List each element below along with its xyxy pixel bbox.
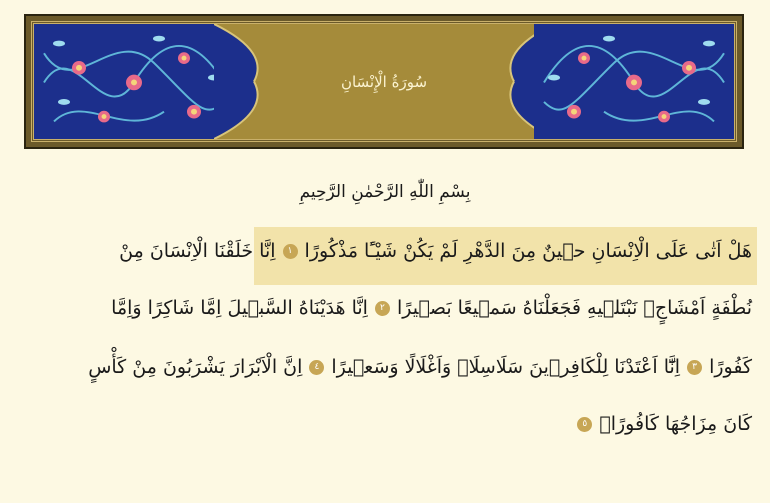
right-illumination-panel — [534, 24, 734, 139]
verse-number-marker[interactable]: ٤ — [309, 360, 324, 375]
floral-ornament-icon — [534, 24, 734, 139]
surah-title: سُورَةُ الْإِنْسَانِ — [340, 72, 428, 91]
verse-text[interactable]: اِنَّا خَلَقْنَا الْاِنْسَانَ مِنْ — [119, 240, 276, 262]
verse-line — [18, 297, 752, 319]
verse-text[interactable]: كَانَ مِزَاجُهَا كَافُورًاۚ — [599, 413, 752, 435]
surah-header-ornament — [24, 14, 744, 149]
header-frame — [31, 21, 737, 142]
verse-text[interactable]: هَلْ اَتٰى عَلَى الْاِنْسَانِ ح۪ينٌ مِنَ الدَّهْرِ لَمْ يَكُنْ شَيْـًٔا مَذْكُورًا — [304, 240, 752, 262]
verse-line — [18, 413, 752, 435]
verse-text[interactable]: اِنَّا هَدَيْنَاهُ السَّب۪يلَ اِمَّا شَاكِرًا وَاِمَّا — [111, 297, 368, 319]
basmala: بِسْمِ اللّٰهِ الرَّحْمٰنِ الرَّحِيمِ — [299, 182, 471, 202]
verse-number-marker[interactable]: ٢ — [375, 301, 390, 316]
verse-number-marker[interactable]: ٣ — [687, 360, 702, 375]
verse-number-marker[interactable]: ١ — [283, 244, 298, 259]
verse-text[interactable]: نُطْفَةٍ اَمْشَاجٍۗ نَبْتَل۪يهِ فَجَعَلْنَاهُ سَم۪يعًا بَص۪يرًا — [396, 297, 752, 319]
verse-number-marker[interactable]: ٥ — [577, 417, 592, 432]
verse-line — [18, 356, 752, 378]
floral-ornament-icon — [34, 24, 234, 139]
left-illumination-panel — [34, 24, 234, 139]
verse-line — [18, 240, 752, 262]
verse-text[interactable]: اِنَّٓا اَعْتَدْنَا لِلْكَافِر۪ينَ سَلَاسِلَا۬ وَاَغْلَالًا وَسَع۪يرًا — [331, 356, 681, 378]
title-cartouche — [214, 24, 554, 139]
verse-text[interactable]: اِنَّ الْاَبْرَارَ يَشْرَبُونَ مِنْ كَأْسٍ — [88, 356, 303, 378]
verse-text[interactable]: كَفُورًا — [709, 356, 752, 378]
